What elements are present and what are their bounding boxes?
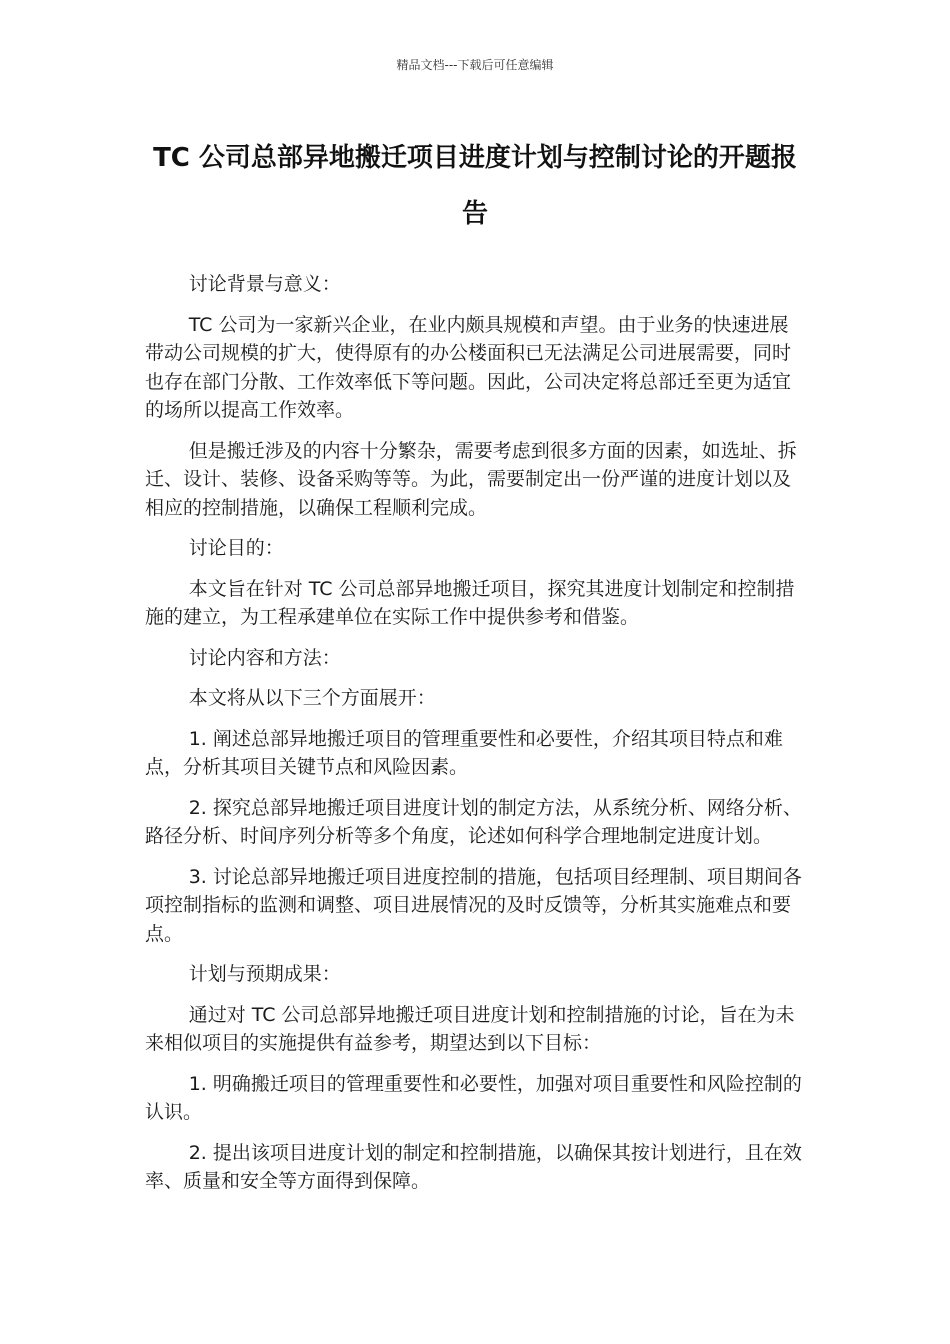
paragraph: 通过对 TC 公司总部异地搬迁项目进度计划和控制措施的讨论，旨在为未来相似项目的实施提供有益参考，期望达到以下目标： — [145, 1003, 795, 1054]
paragraph: 但是搬迁涉及的内容十分繁杂，需要考虑到很多方面的因素，如选址、拆迁、设计、装修、设备采购等等。为此，需要制定出一份严谨的进度计划以及相应的控制措施，以确保工程顺利完成。 — [145, 439, 797, 519]
paragraph: 本文将从以下三个方面展开： — [188, 687, 436, 709]
document-body — [145, 270, 807, 1208]
paragraph: TC 公司为一家新兴企业，在业内颇具规模和声望。由于业务的快速进展带动公司规模的扩大，使得原有的办公楼面积已无法满足公司进展需要，同时也存在部门分散、工作效率低下等问题。因此，公司决定将总部迁至更为适宜的场所以提高工作效率。 — [145, 313, 792, 421]
section-heading-plan-outcome: 计划与预期成果： — [188, 963, 341, 985]
section-heading-content-method: 讨论内容和方法： — [188, 646, 341, 669]
list-item: 3. 讨论总部异地搬迁项目进度控制的措施，包括项目经理制、项目期间各项控制指标的监测和调整、项目进展情况的及时反馈等，分析其实施难点和要点。 — [145, 865, 802, 945]
list-item: 2. 提出该项目进度计划的制定和控制措施，以确保其按计划进行，且在效率、质量和安全等方面得到保障。 — [145, 1141, 802, 1192]
list-item: 1. 明确搬迁项目的管理重要性和必要性，加强对项目重要性和风险控制的认识。 — [145, 1072, 802, 1123]
page-header-note: 精品文档---下载后可任意编辑 — [396, 58, 554, 72]
section-heading-background: 讨论背景与意义： — [188, 273, 341, 295]
paragraph: 本文旨在针对 TC 公司总部异地搬迁项目，探究其进度计划制定和控制措施的建立，为工程承建单位在实际工作中提供参考和借鉴。 — [145, 577, 795, 628]
list-item: 2. 探究总部异地搬迁项目进度计划的制定方法，从系统分析、网络分析、路径分析、时间序列分析等多个角度，论述如何科学合理地制定进度计划。 — [145, 796, 802, 847]
section-heading-purpose: 讨论目的： — [188, 537, 284, 559]
document-title: TC 公司总部异地搬迁项目进度计划与控制讨论的开题报告 — [153, 143, 797, 229]
list-item: 1. 阐述总部异地搬迁项目的管理重要性和必要性，介绍其项目特点和难点，分析其项目关键节点和风险因素。 — [145, 727, 783, 778]
